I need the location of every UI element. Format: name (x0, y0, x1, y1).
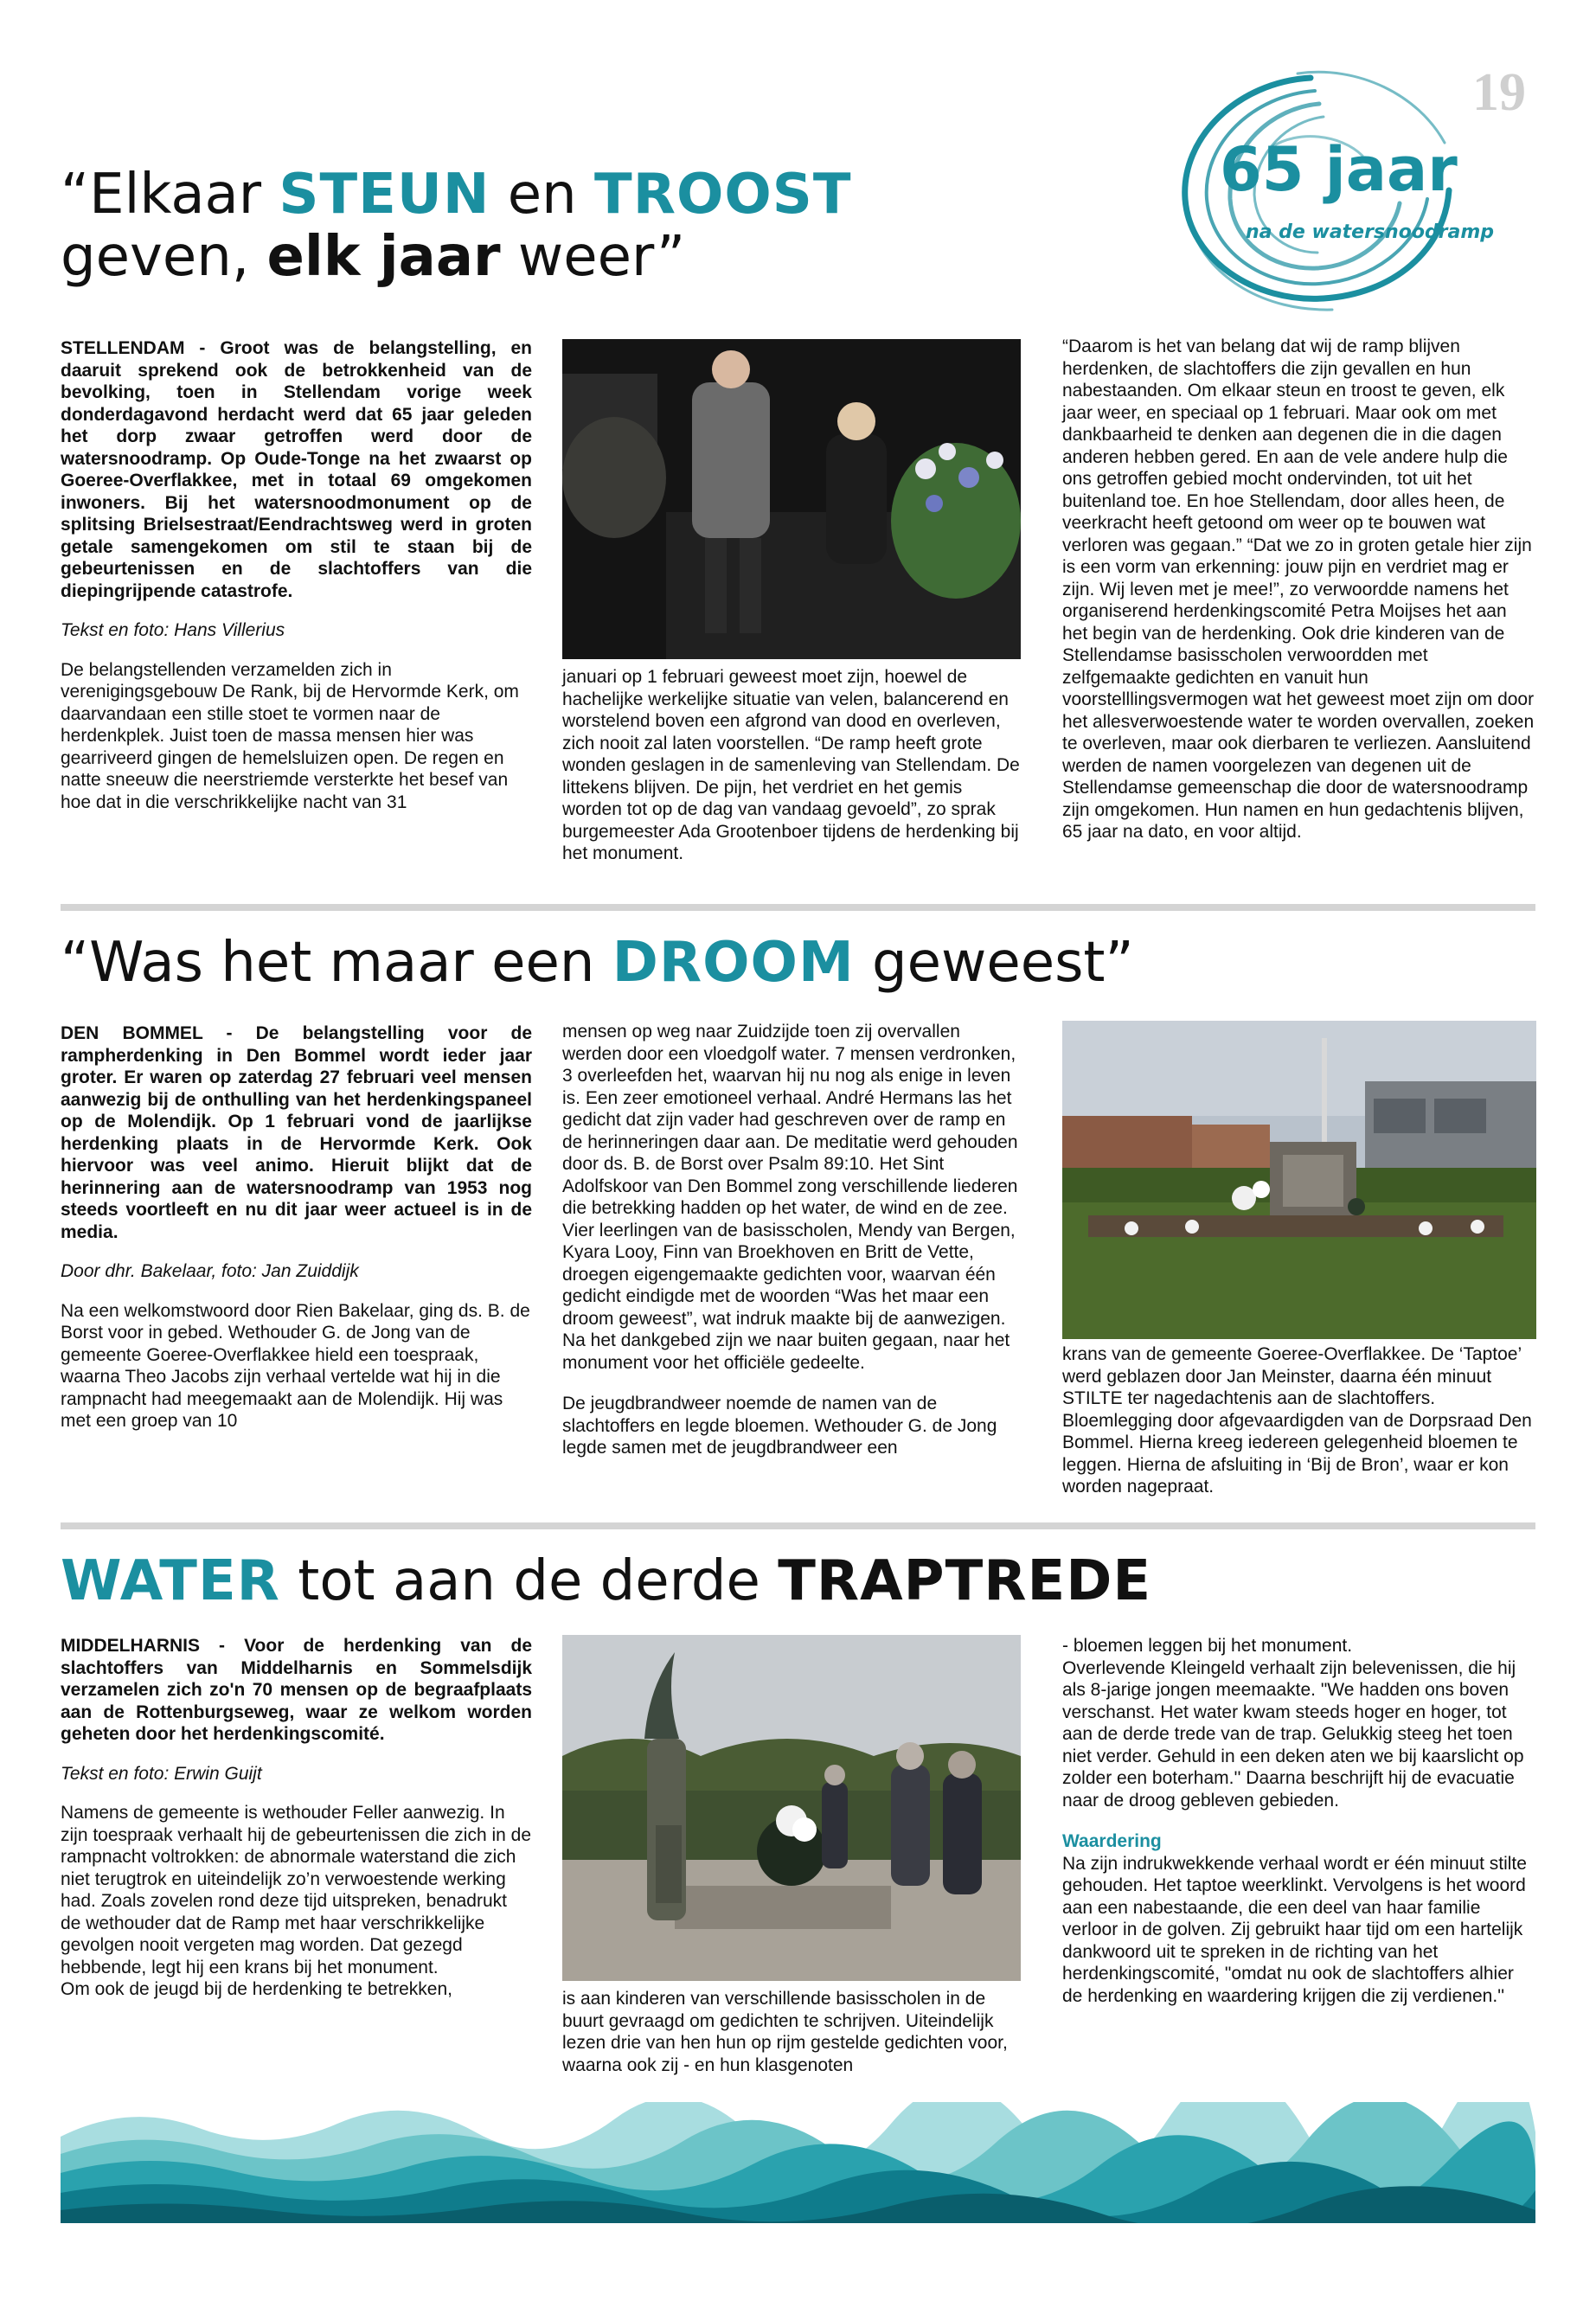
headline-article-2 (61, 933, 1134, 995)
article-3-credit: Tekst en foto: Erwin Guijt (61, 1763, 262, 1784)
headline-word-troost: TROOST (594, 163, 852, 227)
article-2-col-2 (562, 1021, 1021, 1459)
headline-line2-b: elk jaar (266, 224, 501, 289)
article-2-body-2b: De jeugdbrandweer noemde de namen van de slachtoffers en legde bloemen. Wethouder G. de Jong legde samen met de jeugdbrandweer een (562, 1394, 997, 1458)
headline-word-water: WATER (61, 1549, 280, 1613)
headline-article-3 (61, 1551, 1151, 1613)
article-1-credit: Tekst en foto: Hans Villerius (61, 620, 285, 640)
logo-big-text: 65 jaar (1220, 134, 1458, 205)
article-1-body-1: De belangstellenden verzamelden zich in verenigingsgebouw De Rank, bij de Hervormde Kerk, om daarvandaan een stille stoet te vormen naar de herdenkplek. Juist toen de massa mensen hier was gearriveerd gingen de hemelsluizen open. De regen en natte sneeuw die neerstriemde versterkte het besef van hoe dat in die verschrikkelijke nacht van 31 (61, 659, 519, 812)
article-3-subhead: Waardering (1062, 1831, 1162, 1851)
headline-quote-open: “Elkaar (61, 163, 279, 227)
article-1-col-2 (562, 666, 1021, 865)
headline-word-droom: DROOM (612, 931, 855, 995)
photo-den-bommel-monument (1062, 1021, 1536, 1339)
article-1-body-2: januari op 1 februari geweest moet zijn, hoewel de hachelijke werkelijke situatie van velen, balancerend en worstelend boven een afgrond van dood en overleven, zich nooit zal laten voorstellen. “De ramp heeft grote wonden geslagen in de samenleving van Stellendam. De littekens blijven. De pijn, het verdriet en het gemis worden tot op de dag van vandaag gevoeld”, zo sprak burgemeester Ada Grootenboer tijdens de herdenking bij het monument. (562, 667, 1020, 863)
headline-quote-close-2: geweest” (854, 931, 1134, 995)
article-3-body-1: Namens de gemeente is wethouder Feller aanwezig. In zijn toespraak verhaalt hij de gebeurtenissen die zich in de rampnacht voltrokken: de abnormale waterstand die zich niet terugtrok en uiteindelijk zo’n verwoestende werking had. Zoals zovelen rond deze tijd uitspreken, benadrukt de wethouder dat de Ramp met haar verschrikkelijke gevolgen nooit vergeten mag worden. Dat gezegd hebbende, legt hij een krans bij het monument. Om ook de jeugd bij de herdenking te betrekken, (61, 1803, 532, 1999)
article-1-body-3: “Daarom is het van belang dat wij de ramp blijven herdenken, de slachtoffers die zijn gevallen en hun nabestaanden. Om elkaar steun en troost te geven, elk jaar weer, en speciaal op 1 februari. Maar ook om met dankbaarheid te denken aan degenen die in die dagen anderen hebben gered. En aan de vele andere hulp die ons getroffen gebied mocht ondervinden, tot uit het buitenland toe. En hoe Stellendam, door alles heen, de veerkracht heeft getoond om weer op te bouwen wat verloren was gegaan.” “Dat we zo in groten getale hier zijn is een vorm van erkenning: jouw pijn en verdriet mag er zijn. Wij leven met je mee!”, zo verwoordde namens het organiserend herdenkingscomité Petra Moijses het aan het begin van de herdenking. Ook drie kinderen van de Stellendamse basisscholen verwoordden met zelfgemaakte gedichten en vanuit hun voorstelllingsvermogen wat het geweest moet zijn om door het allesverwoestende water te worden overvallen, zoeken te overleven, maar ook dierbaren te verliezen. Aansluitend werden de namen voorgelezen van degenen uit de Stellendamse gemeenschap die door de watersnoodramp zijn omgekomen. Hun namen en hun gedachtenis blijven, 65 jaar na dato, en voor altijd. (1062, 336, 1535, 842)
65-jaar-logo (1133, 61, 1505, 320)
article-3-lead: MIDDELHARNIS - Voor de herdenking van de slachtoffers van Middelharnis en Sommelsdijk verzamelen zich zo'n 70 mensen op de begraafplaats aan de Rottenburgseweg, waar ze welkom worden geheten door het herdenkingscomité. (61, 1636, 532, 1744)
section-divider-2 (61, 1522, 1535, 1529)
decorative-waves (61, 2102, 1535, 2223)
photo-middelharnis-monument (562, 1635, 1021, 1981)
headline-word-traptrede: TRAPTREDE (778, 1549, 1152, 1613)
article-2-body-3: krans van de gemeente Goeree-Overflakkee. De ‘Taptoe’ werd geblazen door Jan Meinster, daarna één minuut STILTE ter nagedachtenis aan de slachtoffers. Bloemlegging door afgevaardigden van de Dorpsraad Den Bommel. Hierna kreeg iedereen gelegenheid bloemen te leggen. Hierna de afsluiting in ‘Bij de Bron’, waar er kon worden nagepraat. (1062, 1344, 1532, 1497)
article-2-col-3 (1062, 1343, 1536, 1498)
photo-stellendam-ceremony (562, 339, 1021, 659)
article-3-body-3b: Na zijn indrukwekkende verhaal wordt er één minuut stilte gehouden. Het taptoe weerklinkt. Vervolgens is het woord aan een nabestaande, die een deel van haar familie verloor in de golven. Zij gebruikt haar tijd om een hartelijk dankwoord uit te spreken in de richting van het herdenkingscomité, "omdat nu ook de slachtoffers alhier de herdenking en waardering krijgen die zij verdienen.'' (1062, 1853, 1527, 2006)
headline-word-en: en (490, 163, 595, 227)
article-2-col-1 (61, 1022, 532, 1433)
headline-word-steun: STEUN (279, 163, 490, 227)
article-1-col-1 (61, 337, 532, 813)
headline-line2-c: weer” (500, 224, 686, 289)
article-1-col-3 (1062, 336, 1536, 843)
page-number: 19 (1472, 63, 1526, 122)
article-2-body-2a: mensen op weg naar Zuidzijde toen zij overvallen werden door een vloedgolf water. 7 mensen verdronken, 3 overleefden het, waarvan hij nu nog als enige in leven is. Een zeer emotioneel verhaal. André Hermans las het gedicht dat zijn vader had geschreven over de ramp en de herinneringen daar aan. De meditatie werd gehouden door ds. B. de Borst over Psalm 89:10. Het Sint Adolfskoor van Den Bommel zong verschillende liederen die betrekking hadden op het water, de wind en de zee. Vier leerlingen van de basisscholen, Mendy van Bergen, Kyara Looy, Finn van Broekhoven en Britt de Vette, droegen eigengemaakte gedichten voor, waarvan één gedicht eindigde met de woorden “Was het maar een droom geweest”, wat indruk maakte bij de aanwezigen. Na het dankgebed zijn we naar buiten gegaan, naar het monument voor het officiële gedeelte. (562, 1022, 1018, 1373)
headline-article-1 (61, 164, 852, 288)
article-1-lead: STELLENDAM - Groot was de belangstelling, en daaruit sprekend ook de betrokkenheid van de bevolking, toen in Stellendam vorige week donderdagavond herdacht werd dat 65 jaar geleden het dorp zwaar getroffen werd door de watersnoodramp. Op Oude-Tonge na het zwaarst op Goeree-Overflakkee, met in totaal 69 omgekomen inwoners. Bij het watersnoodmonument op de splitsing Brielsestraat/Eendrachtsweg werd in groten getale samengekomen om stil te staan bij de gebeurtenissen en de slachtoffers van die diepingrijpende catastrofe. (61, 338, 532, 601)
logo-sub-text: na de watersnoodramp (1246, 221, 1495, 243)
article-2-body-1: Na een welkomstwoord door Rien Bakelaar, ging ds. B. de Borst voor in gebed. Wethouder G. de Jong van de gemeente Goeree-Overflakkee hield een toespraak, waarna Theo Jacobs zijn verhaal vertelde wat hij in die rampnacht had meegemaakt aan de Molendijk. Hij was met een groep van 10 (61, 1300, 530, 1431)
article-3-body-3a: - bloemen leggen bij het monument. Overlevende Kleingeld verhaalt zijn belevenissen, die hij als 8-jarige jongen meemaakte. "We hadden ons boven verschanst. Het water kwam steeds hoger en hoger, tot aan de derde trede van de trap. Gelukkig steeg het toen niet verder. Gehuld in een deken aten we bij kaarslicht op zolder een boterham.'' Daarna beschrijft hij de evacuatie naar de droog gebleven gebieden. (1062, 1636, 1524, 1811)
article-3-col-3 (1062, 1635, 1536, 2007)
article-2-credit: Door dhr. Bakelaar, foto: Jan Zuiddijk (61, 1261, 359, 1281)
headline-line2-a: geven, (61, 224, 267, 289)
article-3-body-2: is aan kinderen van verschillende basisscholen in de buurt gevraagd om gedichten te schrijven. Uiteindelijk lezen drie van hen hun op rijm gestelde gedichten voor, waarna ook zij - en hun klasgenoten (562, 1989, 1008, 2075)
article-3-col-1 (61, 1635, 532, 2001)
article-2-lead: DEN BOMMEL - De belangstelling voor de rampherdenking in Den Bommel wordt ieder jaar groter. Er waren op zaterdag 27 februari veel mensen aanwezig bij de onthulling van het herdenkingspaneel op de Molendijk. Op 1 februari vond de jaarlijkse herdenking plaats in de Hervormde Kerk. Ook hiervoor was veel animo. Hieruit blijkt dat de herinnering aan de watersnoodramp van 1953 nog steeds voortleeft en nu dit jaar weer actueel is in de media. (61, 1023, 532, 1242)
article-3-col-2 (562, 1988, 1021, 2076)
section-divider-1 (61, 904, 1535, 911)
headline-quote-open-2: “Was het maar een (61, 931, 612, 995)
headline-mid-3: tot aan de derde (279, 1549, 779, 1613)
